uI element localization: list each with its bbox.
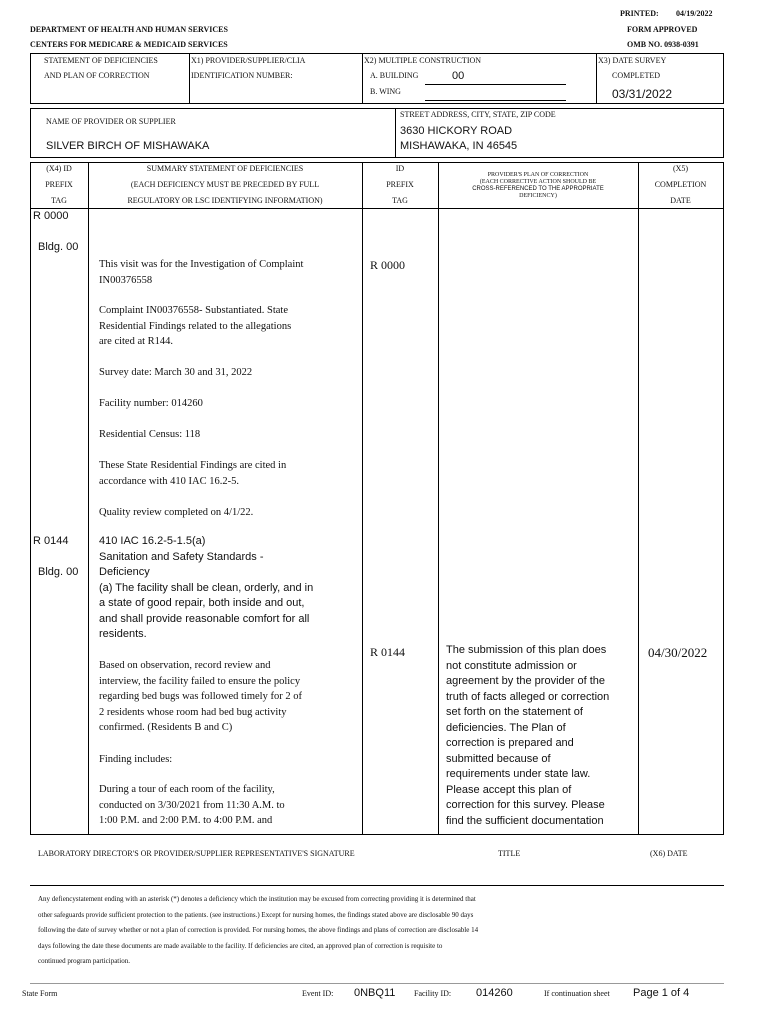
disclaimer: Any defiencystatement ending with an asterisk (*) denotes a deficiency which the institution may be excused from correcting providing it is determined that other safeguards provide sufficient protection to the patients. (see instructions.) Except for nursing homes, the findings stated above are disclosable 90 days following the date of survey whether or not a plan of correction is provided. For nursing homes, the above findings and plans of correction are disclosable 14 days following the date these documents are made available to the facility. If deficiencies are cited, an approved plan of correction is requisite to continued program participation.: [38, 895, 479, 965]
x5-header-3: DATE: [670, 196, 691, 205]
id-tag-1: R 0000: [370, 258, 406, 272]
paragraph-7: Quality review completed on 4/1/22.: [99, 507, 254, 518]
event-id-value: 0NBQ11: [354, 987, 396, 999]
continuation-label: If continuation sheet: [544, 989, 610, 998]
paragraph-6: These State Residential Findings are cited in accordance with 410 IAC 16.2-5.: [99, 460, 287, 487]
x4-header-2: PREFIX: [45, 180, 73, 189]
provider-name: SILVER BIRCH OF MISHAWAKA: [46, 140, 210, 152]
form-approved: FORM APPROVED: [627, 25, 698, 34]
address-line-2: MISHAWAKA, IN 46545: [400, 140, 518, 152]
plan-of-correction-text: The submission of this plan does not constitute admission or agreement by the provider of the truth of facts alleged or correction set forth on the statement of deficiencies. The Plan of correction is prepared and submitted because of requirements under state law. Please accept this plan of correction for this survey. Please find the sufficient documentation: [446, 644, 610, 827]
id-header-3: TAG: [392, 196, 408, 205]
address-label: STREET ADDRESS, CITY, STATE, ZIP CODE: [400, 110, 556, 119]
address-line-1: 3630 HICKORY ROAD: [400, 125, 513, 137]
x4-header-3: TAG: [51, 196, 67, 205]
printed-date: 04/19/2022: [676, 9, 713, 18]
wing-label: B. WING: [370, 87, 401, 96]
centers-title: CENTERS FOR MEDICARE & MEDICAID SERVICES: [30, 40, 228, 49]
title-label: TITLE: [498, 849, 521, 858]
paragraph-1: This visit was for the Investigation of Complaint IN00376558: [99, 259, 304, 286]
provider-name-label: NAME OF PROVIDER OR SUPPLIER: [46, 117, 176, 126]
plan-header-4: DEFICIENCY): [519, 193, 557, 199]
statement-label-2: AND PLAN OF CORRECTION: [44, 71, 150, 80]
building-value: 00: [452, 70, 465, 82]
paragraph-4: Facility number: 014260: [99, 398, 203, 409]
signature-label: LABORATORY DIRECTOR'S OR PROVIDER/SUPPLIER REPRESENTATIVE'S SIGNATURE: [38, 849, 355, 858]
statement-label-1: STATEMENT OF DEFICIENCIES: [44, 56, 158, 65]
building-label: A. BUILDING: [370, 71, 419, 80]
plan-header-3: CROSS-REFERENCED TO THE APPROPRIATE: [472, 186, 604, 192]
x5-header-2: COMPLETION: [654, 180, 707, 189]
id-header-1: ID: [395, 164, 405, 173]
page-number: Page 1 of 4: [633, 987, 690, 999]
x4-header-1: (X4) ID: [46, 164, 72, 173]
survey-completed-date: 03/31/2022: [612, 87, 673, 101]
building-tag-1: Bldg. 00: [38, 241, 79, 253]
completion-date: 04/30/2022: [648, 645, 708, 660]
id-header-2: PREFIX: [386, 180, 414, 189]
paragraph-9: Finding includes:: [99, 754, 173, 765]
x3-label-2: COMPLETED: [612, 71, 660, 80]
summary-header-3: REGULATORY OR LSC IDENTIFYING INFORMATION): [127, 196, 323, 205]
x1-label: X1) PROVIDER/SUPPLIER/CLIA: [191, 56, 306, 65]
x1-label-2: IDENTIFICATION NUMBER:: [191, 71, 293, 80]
paragraph-3: Survey date: March 30 and 31, 2022: [99, 367, 253, 378]
omb-number: OMB NO. 0938-0391: [627, 40, 699, 49]
regulation-text: 410 IAC 16.2-5-1.5(a) Sanitation and Safety Standards - Deficiency (a) The facility shall be clean, orderly, and in a state of good repair, both inside and out, and shall provide reasonable comfort for all residents.: [99, 535, 314, 640]
date-label: (X6) DATE: [650, 849, 688, 858]
building-tag-2: Bldg. 00: [38, 566, 79, 578]
x5-header-1: (X5): [672, 164, 689, 173]
paragraph-8: Based on observation, record review and interview, the facility failed to ensure the policy regarding bed bugs was followed timely for 2 of 2 residents whose room had bed bug activity confirmed. (Residents B and C): [99, 660, 302, 733]
paragraph-5: Residential Census: 118: [99, 429, 201, 440]
event-id-label: Event ID:: [302, 989, 334, 998]
department-title: DEPARTMENT OF HEALTH AND HUMAN SERVICES: [30, 25, 228, 34]
paragraph-2: Complaint IN00376558- Substantiated. State Residential Findings related to the allegations are cited at R144.: [99, 305, 292, 347]
prefix-tag-1: R 0000: [33, 210, 69, 222]
printed-label: PRINTED:: [620, 9, 659, 18]
facility-id-value: 014260: [476, 987, 513, 999]
x2-label: X2) MULTIPLE CONSTRUCTION: [364, 56, 482, 65]
paragraph-10: During a tour of each room of the facility, conducted on 3/30/2021 from 11:30 A.M. to 1:00 P.M. and 2:00 P.M. to 4:00 P.M. and: [99, 784, 285, 826]
plan-header-2: (EACH CORRECTIVE ACTION SHOULD BE: [479, 179, 597, 185]
id-tag-2: R 0144: [370, 645, 406, 659]
state-form-label: State Form: [22, 989, 58, 998]
facility-id-label: Facility ID:: [414, 989, 452, 998]
plan-header-1: PROVIDER'S PLAN OF CORRECTION: [487, 172, 589, 178]
x3-label: X3) DATE SURVEY: [598, 56, 667, 65]
summary-header-2: (EACH DEFICIENCY MUST BE PRECEDED BY FULL: [130, 180, 320, 189]
prefix-tag-2: R 0144: [33, 535, 69, 547]
summary-header-1: SUMMARY STATEMENT OF DEFICIENCIES: [146, 164, 304, 173]
